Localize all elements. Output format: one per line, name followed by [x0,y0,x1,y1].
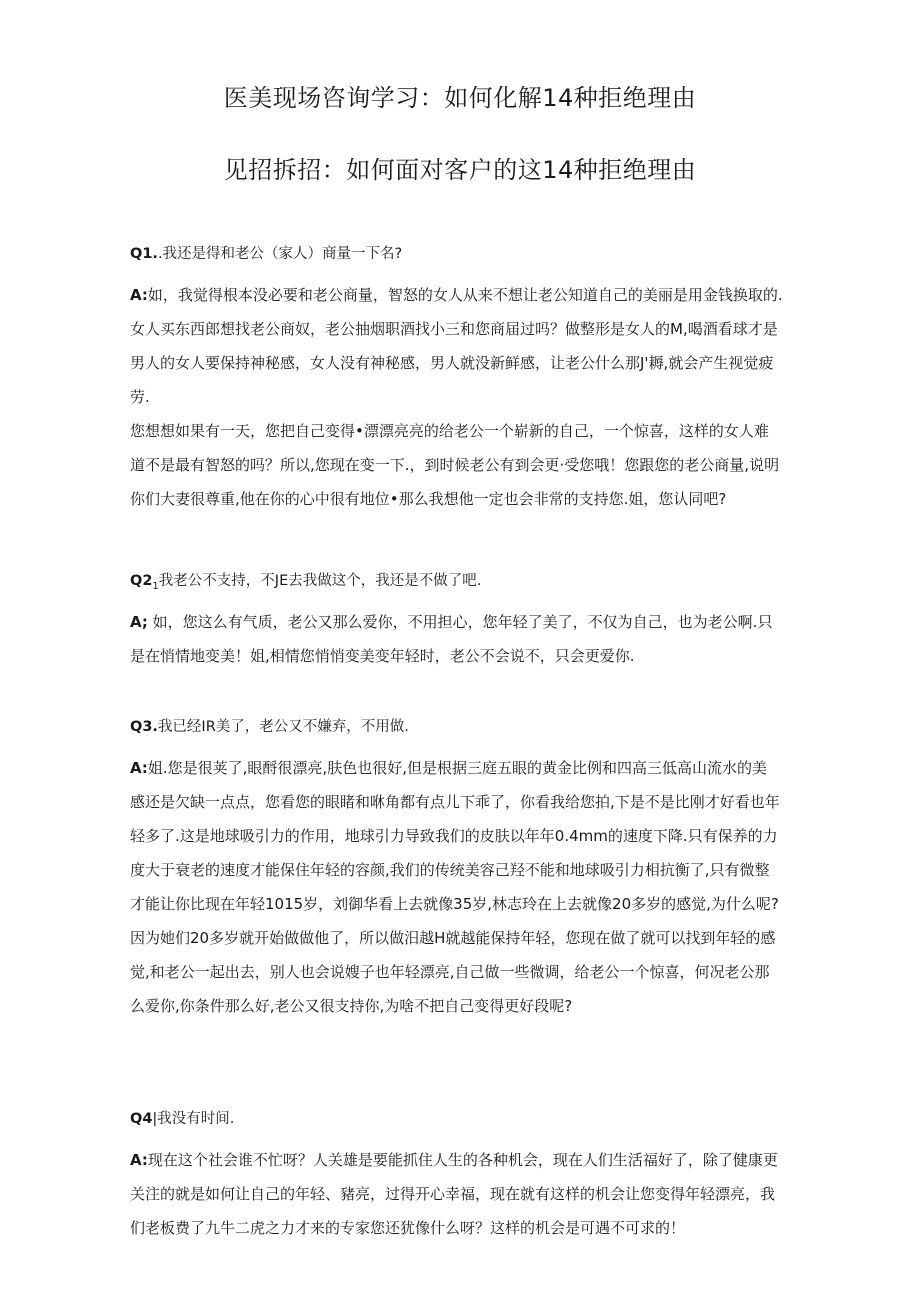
document-title: 医美现场咨询学习：如何化解14种拒绝理由 [223,84,697,112]
answer-line: 们老板费了九牛二虎之力才来的专家您还犹像什么呀？这样的机会是可遇不可求的！ [130,1219,686,1237]
answer-label: A; [130,613,148,631]
answer-line: 才能让你比现在年轻1015岁，刘御华看上去就像35岁,林志玲在上去就像20多岁的感觉,为什么呢? [130,895,779,913]
answer-line: 男人的女人要保持神秘感，女人没有神秘感，男人就没新鲜感，让老公什么那J'耨,就会产生视觉疲 [130,354,774,372]
answer-line: 您想想如果有一天，您把自己变得•漂漂亮亮的给老公一个崭新的自己，一个惊喜，这样的女人难 [130,422,769,440]
answer-line: 劳. [130,388,150,406]
question-text: .我还是得和老公（家人）商量一下名? [157,246,403,262]
question-text: 我已经IR美了，老公又不嫌弃，不用做. [157,719,409,735]
question-label-sub: 1 [152,580,159,592]
answer-line: 关注的就是如何让自己的年轻、豬亮，过得开心幸福，现在就有这样的机会让您变得年轻漂亮，我 [130,1185,776,1203]
question-2 [130,571,800,605]
qa-section-3 [130,717,800,1023]
answer-line: 女人买东西郎想找老公商奴，老公抽烟职酒找小三和您商届过吗？做整形是女人的M,喝酒看球才是 [130,320,778,338]
question-1 [130,244,800,278]
qa-section-2 [130,571,800,673]
question-text: |我没有时间. [152,1111,235,1127]
document-subtitle: 见招拆招：如何面对客户的这14种拒绝理由 [223,156,697,184]
answer-line: 么爱你,你条件那么好,老公又很支持你,为啥不把自己变得更好段呢? [130,997,573,1015]
question-label: Q4 [130,1111,153,1127]
question-label: Q1. [130,246,158,262]
answer-line: 你们大妻很尊重,他在你的心中很有地位•那么我想他一定也会非常的支持您.姐，您认同吧? [130,490,727,508]
question-4 [130,1109,800,1143]
answer-line: 是在悄情地变美！姐,相情您悄悄变美变年轻时，老公不会说不，只会更爱你. [130,647,635,665]
answer-3 [130,751,800,1023]
answer-line: 轻多了.这是地球吸引力的作用，地球引力导致我们的皮肤以年年0.4mm的速度下降.只有保养的力 [130,827,778,845]
answer-label: A: [130,286,148,304]
answer-line: 感还是欠缺一点点，您看您的眼睹和咻角都有点儿下乖了，你看我给您拍,下是不是比刚才好看也年 [130,793,780,811]
answer-2 [130,605,800,673]
qa-section-4 [130,1109,800,1245]
qa-section-1 [130,244,800,516]
answer-line: A:现在这个社会谁不忙呀？人关雄是要能抓住人生的各种机会，现在人们生活福好了，除了健康更 [130,1151,778,1169]
question-label: Q3. [130,719,158,735]
answer-line: A; 如，您这么有气质，老公又那么爱你，不用担心，您年轻了美了，不仅为自己，也为老公啊.只 [130,613,773,631]
answer-line: 因为她们20多岁就开始做做他了，所以做汨越H就越能保持年轻，您现在做了就可以找到年轻的感 [130,929,776,947]
answer-line: 觉,和老公一起出去，别人也会说嫂子也年轻漂亮,自己做一些微调，给老公一个惊喜，何况老公那 [130,963,770,981]
answer-line: 度大于衰老的速度才能保住年轻的容颜,我们的传统美容己羟不能和地球吸引力相抗衡了,只有微整 [130,861,770,879]
answer-line: A:姐.您是很荚了,眼酹很漂亮,肤色也很好,但是根据三庭五眼的黄金比例和四高三低高山流水的美 [130,759,767,777]
answer-label: A: [130,1151,148,1169]
answer-4 [130,1143,800,1245]
answer-label: A: [130,759,148,777]
question-text: 我老公不支持，不JE去我做这个，我还是不做了吧. [158,573,482,589]
answer-1 [130,278,800,516]
answer-line: 道不是最有智怒的吗？所以,您现在变一下.，到时候老公有到会更·受您哦！您跟您的老公商量,说明 [130,456,780,474]
question-label: Q2 [130,573,153,589]
answer-line: A:如，我觉得根本没必要和老公商量，智怒的女人从来不想让老公知道自己的美丽是用金钱换取的. [130,286,783,304]
question-3 [130,717,800,751]
